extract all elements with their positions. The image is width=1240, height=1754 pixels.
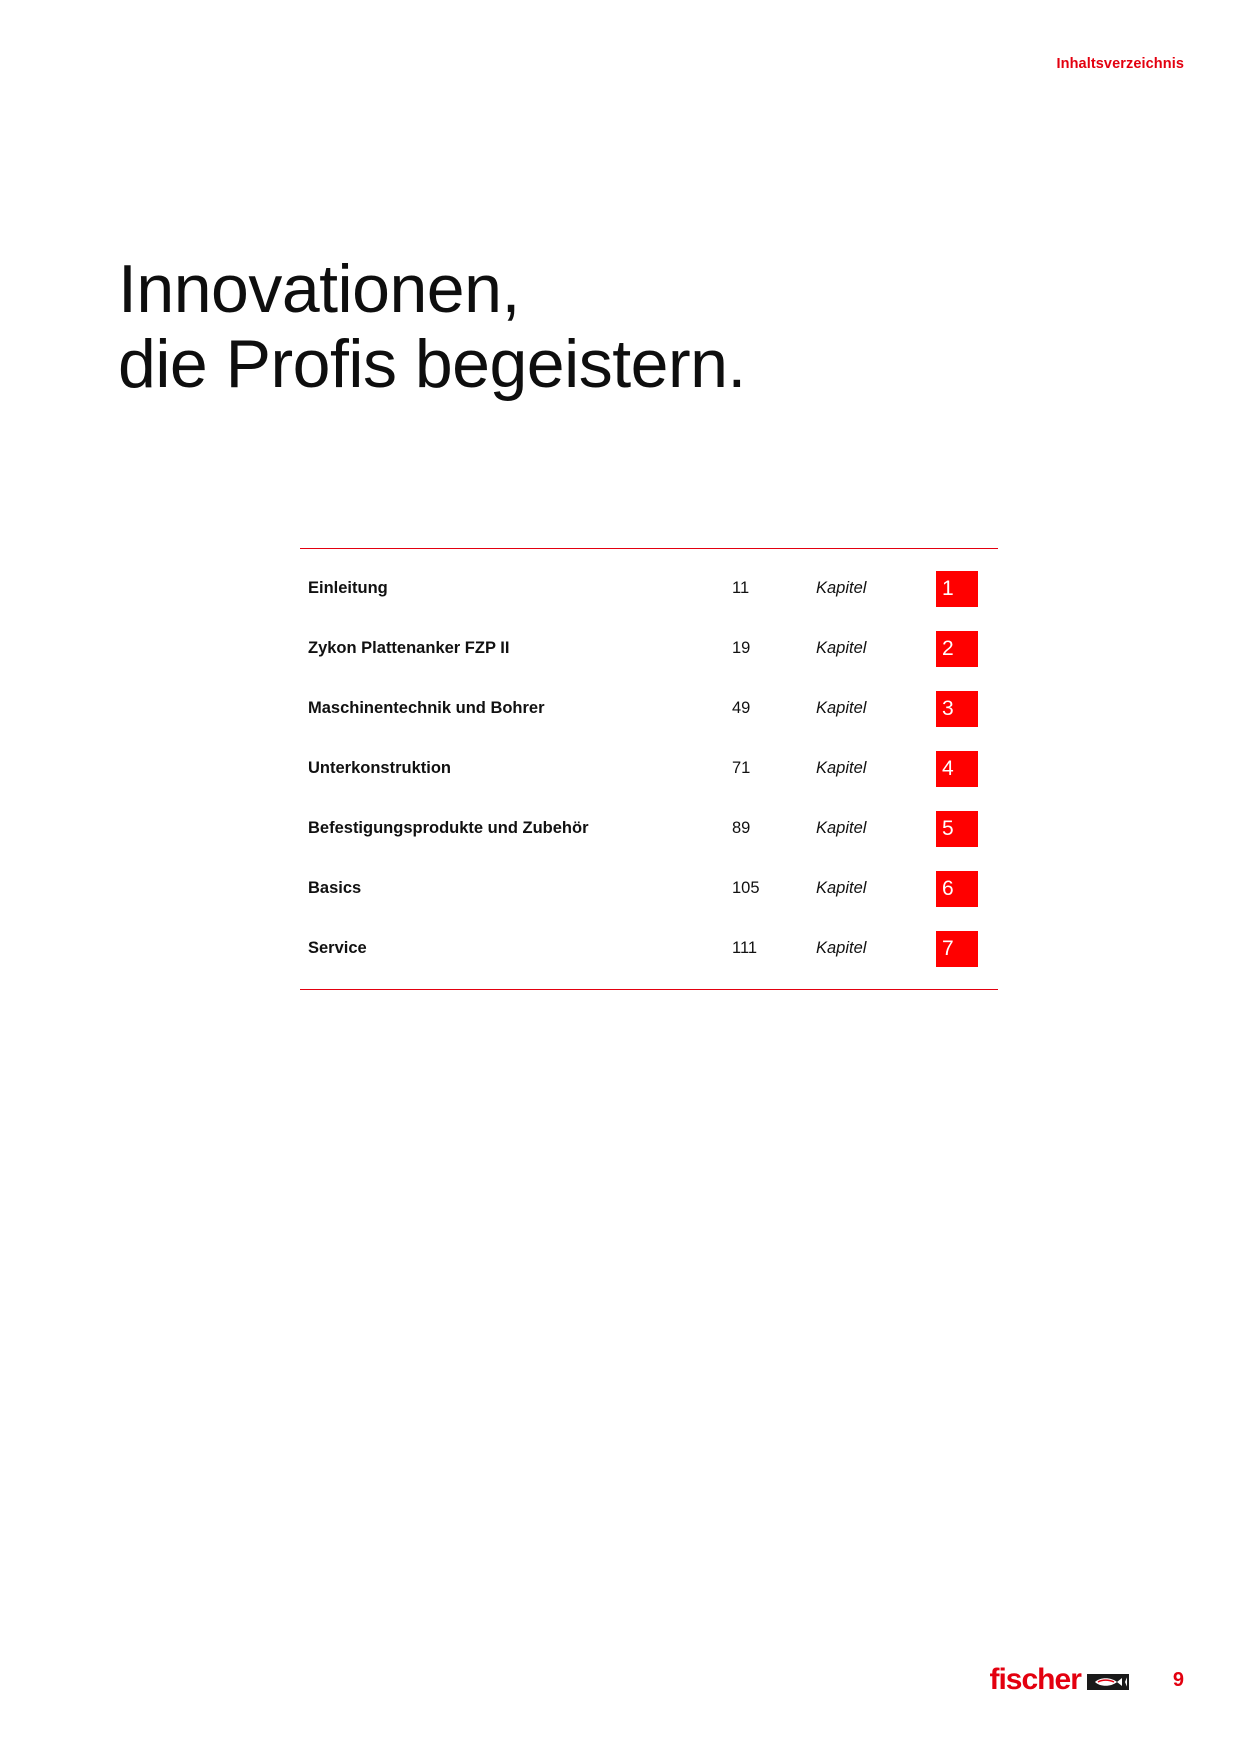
brand-wordmark: fischer [989, 1663, 1081, 1696]
table-of-contents [300, 548, 998, 990]
toc-chapter-number-badge: 6 [936, 871, 978, 907]
toc-chapter-name: Service [308, 939, 367, 957]
toc-kapitel-label: Kapitel [816, 699, 867, 717]
toc-row-2[interactable] [300, 619, 998, 679]
toc-chapter-name: Einleitung [308, 579, 388, 597]
toc-kapitel-label: Kapitel [816, 639, 867, 657]
toc-row-7[interactable] [300, 919, 998, 979]
toc-chapter-number-badge: 4 [936, 751, 978, 787]
toc-page-number: 11 [732, 579, 750, 597]
page-title [118, 252, 746, 402]
toc-row-6[interactable] [300, 859, 998, 919]
toc-chapter-number-badge: 5 [936, 811, 978, 847]
toc-chapter-number-badge: 2 [936, 631, 978, 667]
toc-page-number: 49 [732, 699, 751, 717]
toc-chapter-name: Befestigungsprodukte und Zubehör [308, 819, 589, 837]
toc-page-number: 71 [732, 759, 751, 777]
footer [989, 1660, 1184, 1700]
page-title-line-1: Innovationen, [118, 251, 520, 327]
toc-row-3[interactable] [300, 679, 998, 739]
page-number: 9 [1172, 1668, 1184, 1691]
toc-kapitel-label: Kapitel [816, 759, 867, 777]
toc-page-number: 105 [732, 879, 760, 897]
toc-chapter-number-badge: 1 [936, 571, 978, 607]
toc-page-number: 89 [732, 819, 751, 837]
section-label: Inhaltsverzeichnis [1056, 56, 1184, 72]
toc-chapter-number-badge: 3 [936, 691, 978, 727]
toc-row-5[interactable] [300, 799, 998, 859]
toc-kapitel-label: Kapitel [816, 819, 867, 837]
fish-logo-icon [1087, 1673, 1129, 1691]
toc-row-1[interactable] [300, 559, 998, 619]
toc-row-4[interactable] [300, 739, 998, 799]
toc-kapitel-label: Kapitel [816, 939, 867, 957]
toc-kapitel-label: Kapitel [816, 579, 867, 597]
toc-chapter-number-badge: 7 [936, 931, 978, 967]
toc-page-number: 19 [732, 639, 751, 657]
toc-chapter-name: Zykon Plattenanker FZP II [308, 639, 510, 657]
toc-page-number: 111 [732, 939, 758, 957]
toc-kapitel-label: Kapitel [816, 879, 867, 897]
toc-chapter-name: Maschinentechnik und Bohrer [308, 699, 545, 717]
toc-chapter-name: Basics [308, 879, 362, 897]
page-title-line-2: die Profis begeistern. [118, 326, 746, 402]
toc-chapter-name: Unterkonstruktion [308, 759, 452, 777]
